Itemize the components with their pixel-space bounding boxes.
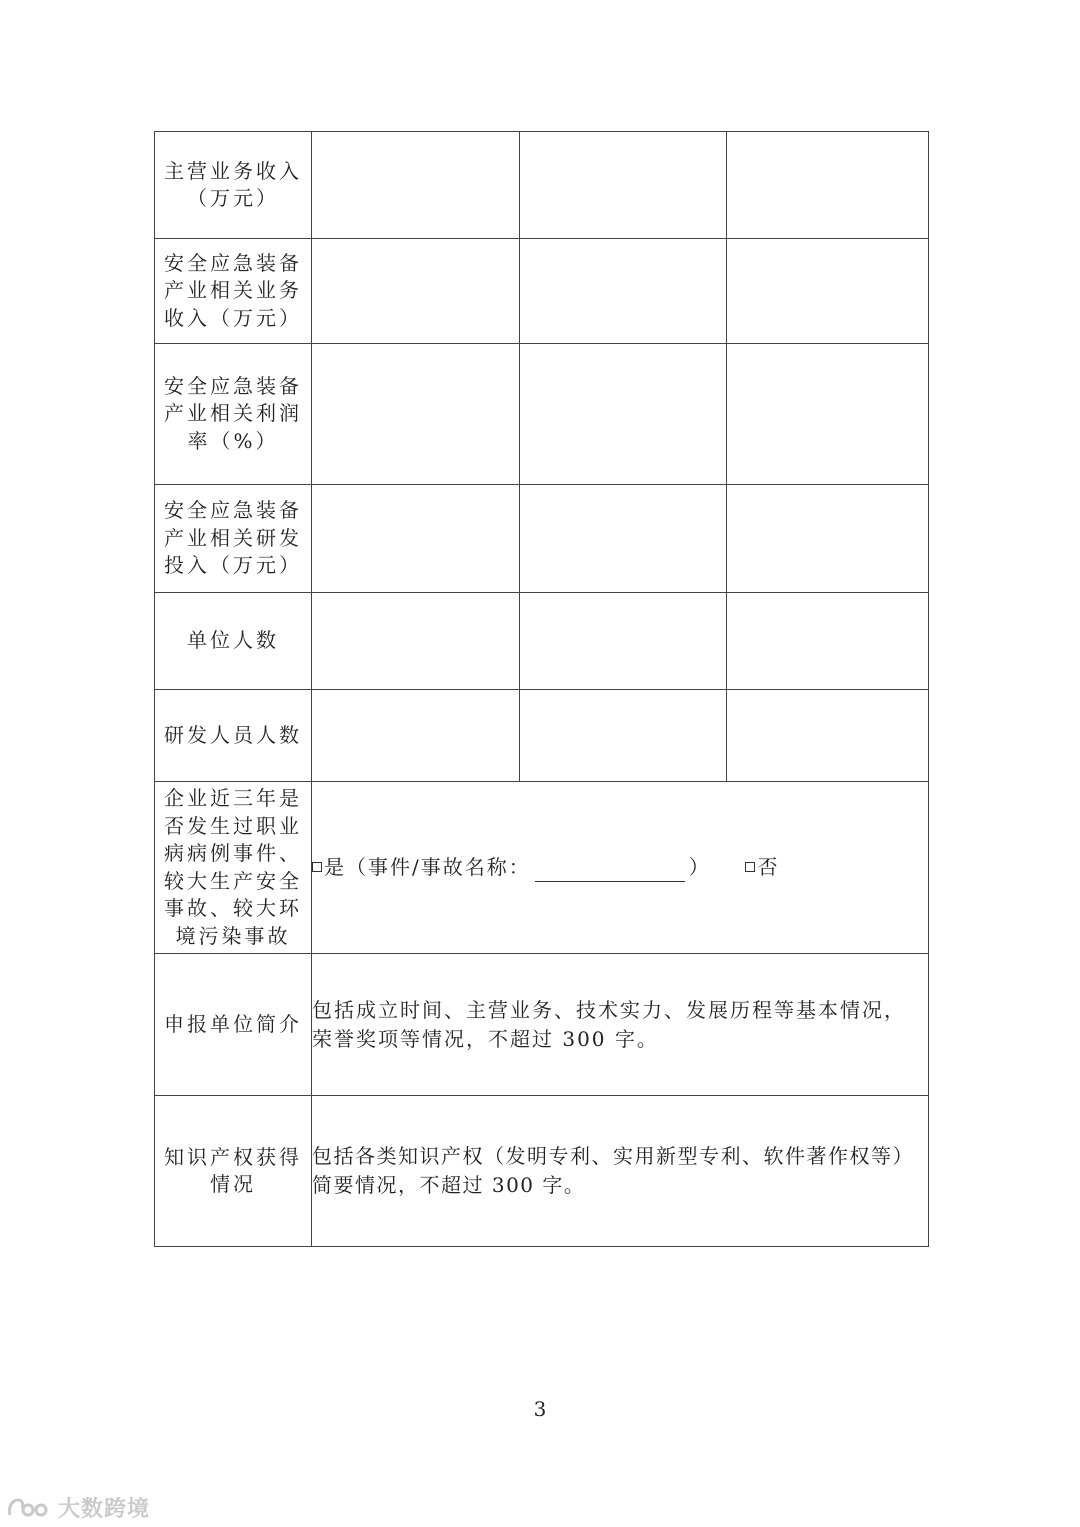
input-cell[interactable] bbox=[312, 239, 520, 344]
profile-content-cell[interactable]: 包括成立时间、主营业务、技术实力、发展历程等基本情况， 荣誉奖项等情况，不超过 300 字。 bbox=[312, 954, 929, 1096]
row-label: 企业近三年是 否发生过职业 病病例事件、 较大生产安全 事故、较大环 境污染事故 bbox=[155, 782, 312, 954]
row-label: 安全应急装备 产业相关利润 率（%） bbox=[155, 344, 312, 485]
row-label: 知识产权获得 情况 bbox=[155, 1096, 312, 1247]
watermark-text: 大数跨境 bbox=[58, 1497, 151, 1522]
input-cell[interactable] bbox=[520, 485, 727, 593]
row-label: 安全应急装备 产业相关研发 投入（万元） bbox=[155, 485, 312, 593]
row-label: 安全应急装备 产业相关业务 收入（万元） bbox=[155, 239, 312, 344]
input-cell[interactable] bbox=[520, 132, 727, 239]
ip-row bbox=[155, 1096, 929, 1247]
input-cell[interactable] bbox=[727, 344, 929, 485]
table-row bbox=[155, 344, 929, 485]
row-label: 研发人员人数 bbox=[155, 690, 312, 782]
table-row bbox=[155, 593, 929, 690]
input-cell[interactable] bbox=[520, 344, 727, 485]
yes-checkbox[interactable] bbox=[312, 862, 322, 872]
input-cell[interactable] bbox=[520, 593, 727, 690]
input-cell[interactable] bbox=[727, 485, 929, 593]
incident-answer-cell: 是（事件/事故名称： ） 否 bbox=[312, 782, 929, 954]
row-label: 主营业务收入 （万元） bbox=[155, 132, 312, 239]
input-cell[interactable] bbox=[312, 593, 520, 690]
input-cell[interactable] bbox=[312, 344, 520, 485]
input-cell[interactable] bbox=[727, 132, 929, 239]
input-cell[interactable] bbox=[312, 690, 520, 782]
ip-content-cell[interactable]: 包括各类知识产权（发明专利、实用新型专利、软件著作权等） 简要情况，不超过 300 字。 bbox=[312, 1096, 929, 1247]
row-label: 申报单位简介 bbox=[155, 954, 312, 1096]
application-form-table bbox=[154, 131, 929, 1247]
table-row bbox=[155, 690, 929, 782]
profile-row bbox=[155, 954, 929, 1096]
incident-name-blank[interactable] bbox=[535, 863, 685, 882]
no-checkbox[interactable] bbox=[745, 862, 755, 872]
watermark bbox=[6, 1492, 150, 1523]
input-cell[interactable] bbox=[727, 690, 929, 782]
incident-row bbox=[155, 782, 929, 954]
input-cell[interactable] bbox=[312, 132, 520, 239]
table-row bbox=[155, 485, 929, 593]
row-label: 单位人数 bbox=[155, 593, 312, 690]
table-row bbox=[155, 132, 929, 239]
watermark-logo-icon bbox=[6, 1497, 52, 1519]
input-cell[interactable] bbox=[312, 485, 520, 593]
input-cell[interactable] bbox=[520, 239, 727, 344]
input-cell[interactable] bbox=[727, 593, 929, 690]
table-row bbox=[155, 239, 929, 344]
input-cell[interactable] bbox=[727, 239, 929, 344]
page-number: 3 bbox=[533, 1397, 547, 1421]
input-cell[interactable] bbox=[520, 690, 727, 782]
